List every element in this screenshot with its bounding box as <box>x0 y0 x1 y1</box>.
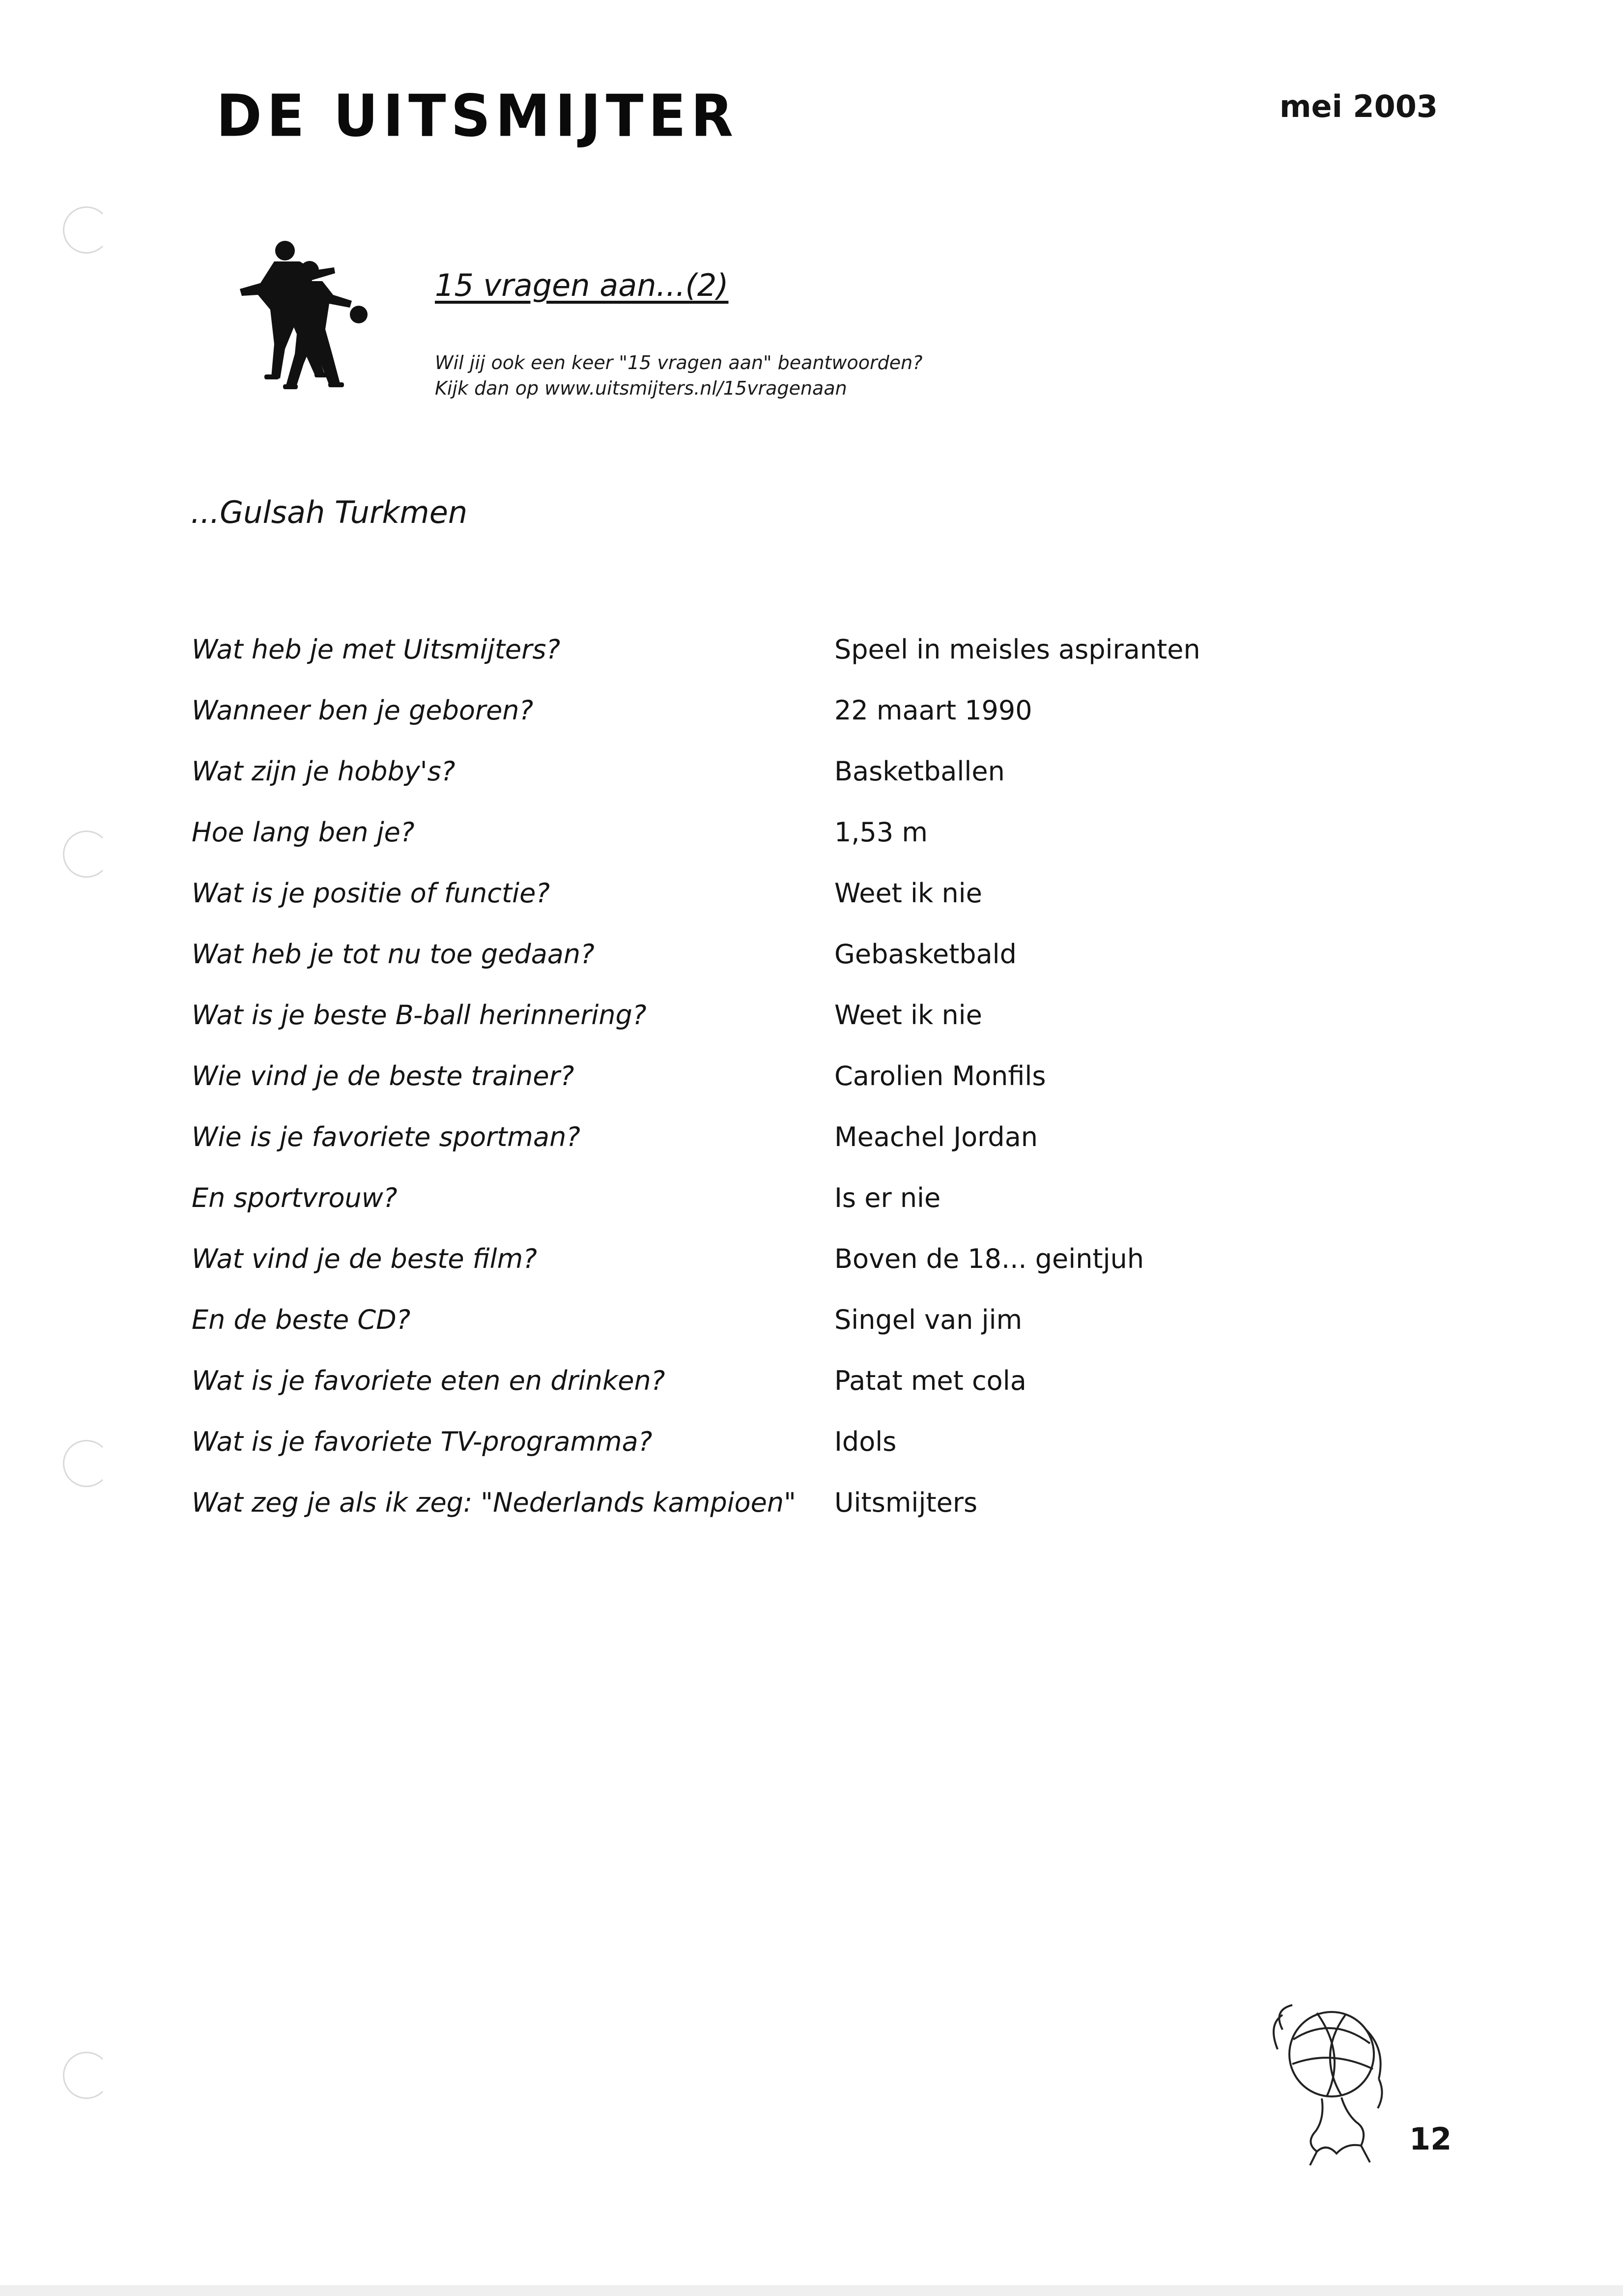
qa-row <box>192 1183 1322 1244</box>
answer: Weet ik nie <box>834 1000 982 1031</box>
basketball-players-silhouette-icon <box>211 236 378 393</box>
answer: Singel van jim <box>834 1304 1023 1335</box>
punch-hole-mark <box>63 2052 110 2099</box>
answer: Speel in meisles aspiranten <box>834 634 1200 665</box>
qa-row <box>192 757 1322 818</box>
qa-row <box>192 1001 1322 1062</box>
qa-row <box>192 879 1322 940</box>
issue-date: mei 2003 <box>1279 88 1438 124</box>
intro-line-1: Wil jij ook een keer "15 vragen aan" beantwoorden? <box>435 352 923 373</box>
scan-edge <box>0 2285 1623 2296</box>
section-title: 15 vragen aan...(2) <box>435 267 729 303</box>
qa-row <box>192 1366 1322 1427</box>
question: Hoe lang ben je? <box>192 817 415 848</box>
answer: Uitsmijters <box>834 1487 978 1518</box>
interviewee-name: ...Gulsah Turkmen <box>191 494 468 530</box>
masthead-title: DE UITSMIJTER <box>216 83 739 150</box>
question: Wat is je favoriete eten en drinken? <box>192 1365 665 1396</box>
question: Wat is je beste B-ball herinnering? <box>192 1000 647 1031</box>
answer: Weet ik nie <box>834 878 982 909</box>
answer: Patat met cola <box>834 1365 1026 1396</box>
question: Wat is je positie of functie? <box>192 878 550 909</box>
answer: 22 maart 1990 <box>834 695 1032 726</box>
qa-row <box>192 1427 1322 1488</box>
punch-hole-mark <box>63 206 110 254</box>
answer: Basketballen <box>834 756 1005 787</box>
answer: Meachel Jordan <box>834 1121 1038 1152</box>
qa-row <box>192 940 1322 1001</box>
qa-row <box>192 1062 1322 1122</box>
intro-text <box>435 350 922 401</box>
qa-row <box>192 635 1322 696</box>
qa-row <box>192 1305 1322 1366</box>
qa-row <box>192 1122 1322 1183</box>
answer: Carolien Monfils <box>834 1061 1046 1091</box>
question: Wat zeg je als ik zeg: "Nederlands kampioen" <box>192 1487 796 1518</box>
page-number: 12 <box>1409 2121 1452 2157</box>
punch-hole-mark <box>63 831 110 878</box>
qa-list <box>192 635 1322 1549</box>
qa-row <box>192 1488 1322 1549</box>
question: Wanneer ben je geboren? <box>192 695 534 726</box>
question: Wat is je favoriete TV-programma? <box>192 1426 653 1457</box>
question: Wie is je favoriete sportman? <box>192 1121 580 1152</box>
intro-line-2: Kijk dan op www.uitsmijters.nl/15vragenaan <box>435 377 847 399</box>
question: En sportvrouw? <box>192 1182 398 1213</box>
qa-row <box>192 1244 1322 1305</box>
qa-row <box>192 696 1322 757</box>
question: Wat zijn je hobby's? <box>192 756 456 787</box>
qa-row <box>192 818 1322 879</box>
answer: Boven de 18... geintjuh <box>834 1243 1144 1274</box>
question: En de beste CD? <box>192 1304 411 1335</box>
answer: 1,53 m <box>834 817 928 848</box>
question: Wat heb je met Uitsmijters? <box>192 634 561 665</box>
question: Wat heb je tot nu toe gedaan? <box>192 939 595 970</box>
answer: Gebasketbald <box>834 939 1017 970</box>
punch-hole-mark <box>63 1440 110 1487</box>
answer: Is er nie <box>834 1182 941 1213</box>
question: Wie vind je de beste trainer? <box>192 1061 574 1091</box>
question: Wat vind je de beste film? <box>192 1243 537 1274</box>
answer: Idols <box>834 1426 897 1457</box>
basketball-head-logo-icon <box>1263 1995 1410 2172</box>
